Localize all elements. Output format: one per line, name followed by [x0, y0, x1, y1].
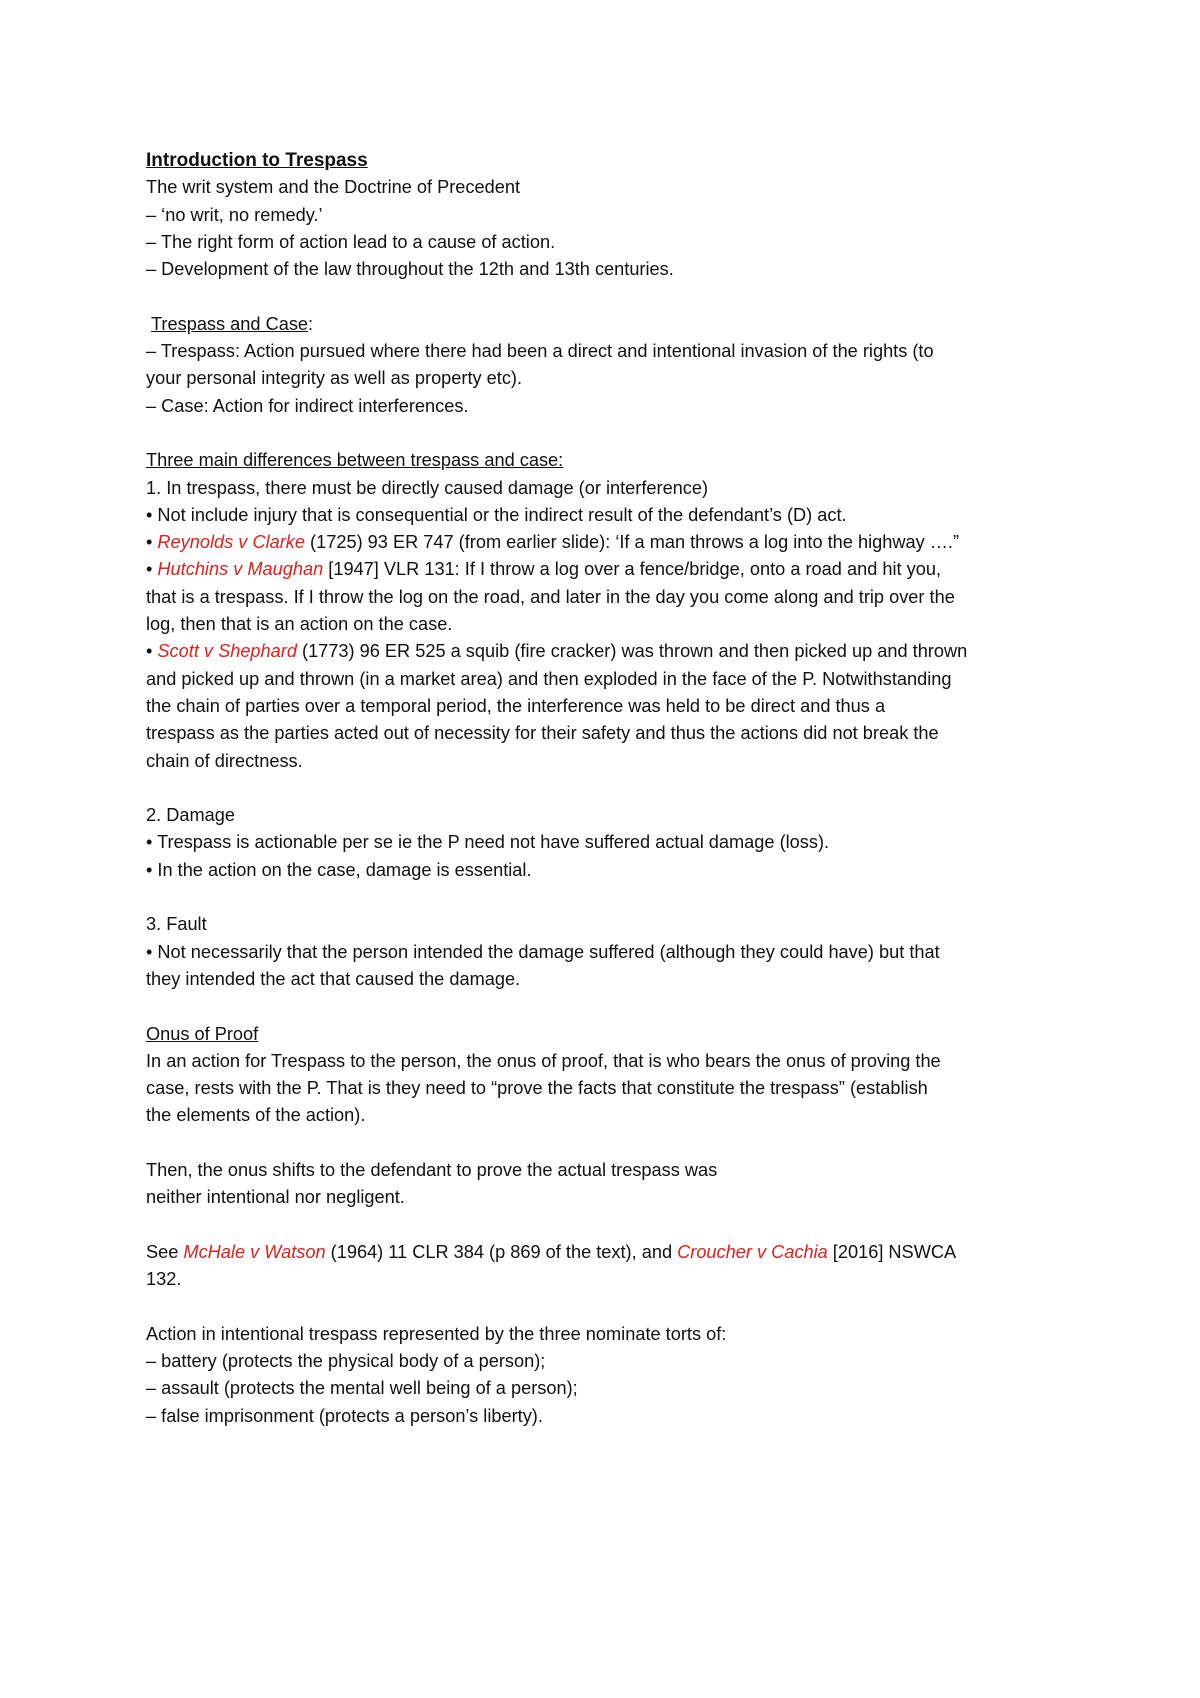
bullet-reynolds: [146, 529, 1086, 556]
trespass-case-heading: [146, 311, 1086, 338]
writ-item: – Development of the law throughout the 12th and 13th centuries.: [146, 259, 674, 280]
trespass-case-line: – Trespass: Action pursued where there had been a direct and intentional invasion of the rights (to: [146, 341, 934, 362]
trespass-case-heading-text: Trespass and Case: [151, 313, 309, 334]
citation-text: [1947] VLR 131: If I throw a log over a fence/bridge, onto a road and hit you,: [323, 559, 941, 580]
onus-shift-line: neither intentional nor negligent.: [146, 1187, 405, 1208]
hutchins-line: log, then that is an action on the case.: [146, 614, 453, 635]
differences-heading: Three main differences between trespass and case:: [146, 450, 564, 471]
writ-item: – The right form of action lead to a cause of action.: [146, 231, 556, 252]
onus-shift-line: Then, the onus shifts to the defendant to prove the actual trespass was: [146, 1159, 718, 1180]
scott-line: chain of directness.: [146, 750, 303, 771]
scott-line: and picked up and thrown (in a market area) and then exploded in the face of the P. Notwithstanding: [146, 668, 952, 689]
difference-point-2: 2. Damage: [146, 805, 235, 826]
nominate-item: – assault (protects the mental well being of a person);: [146, 1378, 578, 1399]
trespass-case-line: – Case: Action for indirect interferences.: [146, 395, 469, 416]
see-cases-line2: 132.: [146, 1269, 182, 1290]
citation-text: [2016] NSWCA: [827, 1241, 957, 1262]
bullet-marker: •: [146, 641, 158, 662]
bullet-hutchins: [146, 556, 1086, 583]
writ-item: – ‘no writ, no remedy.’: [146, 204, 323, 225]
page-title: Introduction to Trespass: [146, 150, 368, 171]
damage-bullet: • Trespass is actionable per se ie the P need not have suffered actual damage (loss).: [146, 832, 830, 853]
difference-point-3: 3. Fault: [146, 914, 207, 935]
see-cases: [146, 1239, 1086, 1266]
heading-colon: :: [308, 313, 314, 334]
citation-text: (1964) 11 CLR 384 (p 869 of the text), and: [325, 1241, 678, 1262]
difference-point-1: 1. In trespass, there must be directly caused damage (or interference): [146, 477, 709, 498]
bullet-consequential: • Not include injury that is consequential or the indirect result of the defendant’s (D) act.: [146, 504, 847, 525]
onus-line: In an action for Trespass to the person, the onus of proof, that is who bears the onus of proving the: [146, 1050, 941, 1071]
case-name-scott: Scott v Shephard: [157, 641, 297, 662]
document-page: [146, 147, 1086, 1430]
bullet-marker: •: [146, 532, 158, 553]
bullet-scott: [146, 638, 1086, 665]
hutchins-line: that is a trespass. If I throw the log on the road, and later in the day you come along and trip over the: [146, 586, 955, 607]
onus-line: the elements of the action).: [146, 1105, 366, 1126]
nominate-item: – battery (protects the physical body of a person);: [146, 1351, 546, 1372]
nominate-heading: Action in intentional trespass represented by the three nominate torts of:: [146, 1323, 727, 1344]
damage-bullet: • In the action on the case, damage is essential.: [146, 859, 532, 880]
nominate-item: – false imprisonment (protects a person’s liberty).: [146, 1405, 543, 1426]
citation-text: (1725) 93 ER 747 (from earlier slide): ‘If a man throws a log into the highway ….”: [305, 532, 960, 553]
trespass-case-line: your personal integrity as well as property etc).: [146, 368, 523, 389]
onus-line: case, rests with the P. That is they need to “prove the facts that constitute the trespass” (establish: [146, 1078, 928, 1099]
scott-line: trespass as the parties acted out of necessity for their safety and thus the actions did not break the: [146, 723, 939, 744]
case-name-croucher: Croucher v Cachia: [677, 1241, 828, 1262]
scott-line: the chain of parties over a temporal period, the interference was held to be direct and thus a: [146, 695, 886, 716]
fault-line: • Not necessarily that the person intended the damage suffered (although they could have) but that: [146, 941, 940, 962]
case-name-mchale: McHale v Watson: [183, 1241, 326, 1262]
bullet-marker: •: [146, 559, 158, 580]
onus-heading: Onus of Proof: [146, 1023, 259, 1044]
case-name-reynolds: Reynolds v Clarke: [157, 532, 305, 553]
fault-line: they intended the act that caused the damage.: [146, 968, 521, 989]
case-name-hutchins: Hutchins v Maughan: [157, 559, 324, 580]
citation-text: (1773) 96 ER 525 a squib (fire cracker) was thrown and then picked up and thrown: [296, 641, 968, 662]
writ-heading: The writ system and the Doctrine of Precedent: [146, 177, 521, 198]
see-prefix: See: [146, 1241, 184, 1262]
